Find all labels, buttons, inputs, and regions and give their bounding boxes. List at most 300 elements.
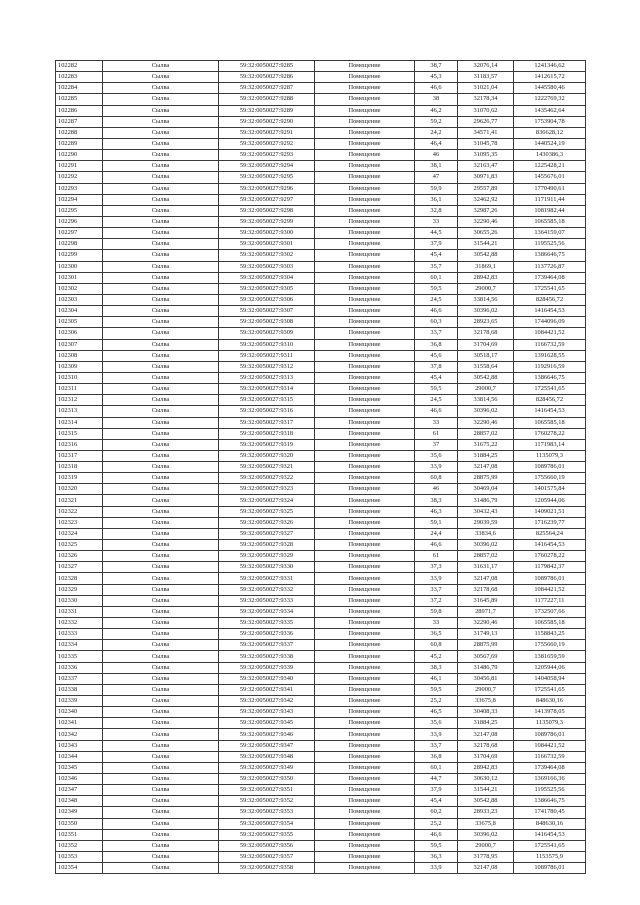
locality-cell: Сылва [103,61,219,72]
area-cell: 46,3 [415,506,458,517]
cadastral-number-cell: 59:32:0050027:9340 [219,673,315,684]
table-row [56,562,586,573]
table-body [56,61,586,874]
locality-cell: Сылва [103,239,219,250]
object-id-cell: 102299 [56,250,103,261]
table-row [56,762,586,773]
cadastral-number-cell: 59:32:0050027:9315 [219,395,315,406]
locality-cell: Сылва [103,384,219,395]
locality-cell: Сылва [103,651,219,662]
object-id-cell: 102320 [56,484,103,495]
cadastral-number-cell: 59:32:0050027:9341 [219,684,315,695]
cadastral-value-cell: 1412615,72 [514,72,586,83]
locality-cell: Сылва [103,540,219,551]
cadastral-value-cell: 1725541,65 [514,684,586,695]
table-row [56,339,586,350]
object-id-cell: 102314 [56,417,103,428]
table-row [56,640,586,651]
table-row [56,618,586,629]
specific-value-cell: 29626,77 [458,116,514,127]
locality-cell: Сылва [103,796,219,807]
object-type-cell: Помещение [315,774,415,785]
object-id-cell: 102350 [56,818,103,829]
cadastral-number-cell: 59:32:0050027:9330 [219,562,315,573]
cadastral-number-cell: 59:32:0050027:9291 [219,127,315,138]
object-id-cell: 102302 [56,283,103,294]
cadastral-number-cell: 59:32:0050027:9352 [219,796,315,807]
table-row [56,462,586,473]
object-type-cell: Помещение [315,216,415,227]
object-id-cell: 102342 [56,729,103,740]
cadastral-number-cell: 59:32:0050027:9327 [219,528,315,539]
table-row [56,172,586,183]
cadastral-value-cell: 1195525,56 [514,785,586,796]
object-type-cell: Помещение [315,261,415,272]
cadastral-number-cell: 59:32:0050027:9321 [219,462,315,473]
specific-value-cell: 31544,21 [458,239,514,250]
locality-cell: Сылва [103,228,219,239]
cadastral-value-cell: 1179842,37 [514,562,586,573]
area-cell: 24,5 [415,294,458,305]
cadastral-number-cell: 59:32:0050027:9334 [219,606,315,617]
cadastral-number-cell: 59:32:0050027:9326 [219,517,315,528]
cadastral-number-cell: 59:32:0050027:9343 [219,707,315,718]
object-type-cell: Помещение [315,250,415,261]
locality-cell: Сылва [103,528,219,539]
object-id-cell: 102326 [56,551,103,562]
cadastral-value-cell: 1435462,64 [514,105,586,116]
table-row [56,194,586,205]
area-cell: 37,9 [415,239,458,250]
cadastral-value-cell: 1739464,08 [514,272,586,283]
cadastral-number-cell: 59:32:0050027:9333 [219,595,315,606]
locality-cell: Сылва [103,205,219,216]
cadastral-number-cell: 59:32:0050027:9351 [219,785,315,796]
object-id-cell: 102287 [56,116,103,127]
specific-value-cell: 31778,95 [458,851,514,862]
specific-value-cell: 30542,88 [458,796,514,807]
cadastral-value-cell: 1386646,75 [514,372,586,383]
object-id-cell: 102297 [56,228,103,239]
table-row [56,138,586,149]
table-row [56,506,586,517]
table-row [56,606,586,617]
cadastral-value-cell: 1195525,56 [514,239,586,250]
table-row [56,116,586,127]
table-row [56,428,586,439]
cadastral-value-cell: 1065585,18 [514,417,586,428]
area-cell: 45,6 [415,350,458,361]
object-id-cell: 102334 [56,640,103,651]
locality-cell: Сылва [103,762,219,773]
object-type-cell: Помещение [315,94,415,105]
locality-cell: Сылва [103,495,219,506]
locality-cell: Сылва [103,851,219,862]
cadastral-number-cell: 59:32:0050027:9297 [219,194,315,205]
locality-cell: Сылва [103,194,219,205]
locality-cell: Сылва [103,662,219,673]
area-cell: 47 [415,172,458,183]
specific-value-cell: 31704,69 [458,751,514,762]
object-id-cell: 102292 [56,172,103,183]
cadastral-number-cell: 59:32:0050027:9335 [219,618,315,629]
table-row [56,372,586,383]
table-row [56,484,586,495]
specific-value-cell: 30542,88 [458,250,514,261]
area-cell: 44,7 [415,774,458,785]
specific-value-cell: 32147,08 [458,462,514,473]
specific-value-cell: 28923,65 [458,317,514,328]
object-id-cell: 102295 [56,205,103,216]
cadastral-number-cell: 59:32:0050027:9316 [219,406,315,417]
object-id-cell: 102352 [56,840,103,851]
cadastral-number-cell: 59:32:0050027:9355 [219,829,315,840]
table-row [56,751,586,762]
object-type-cell: Помещение [315,785,415,796]
object-type-cell: Помещение [315,350,415,361]
object-type-cell: Помещение [315,272,415,283]
area-cell: 59,5 [415,384,458,395]
object-id-cell: 102343 [56,740,103,751]
locality-cell: Сылва [103,439,219,450]
object-type-cell: Помещение [315,439,415,450]
specific-value-cell: 31749,13 [458,629,514,640]
cadastral-value-cell: 1065585,18 [514,216,586,227]
area-cell: 36,8 [415,751,458,762]
cadastral-value-cell: 1401575,84 [514,484,586,495]
locality-cell: Сылва [103,395,219,406]
object-type-cell: Помещение [315,863,415,874]
cadastral-number-cell: 59:32:0050027:9301 [219,239,315,250]
locality-cell: Сылва [103,361,219,372]
cadastral-number-cell: 59:32:0050027:9309 [219,328,315,339]
locality-cell: Сылва [103,105,219,116]
specific-value-cell: 33675,8 [458,696,514,707]
specific-value-cell: 32178,68 [458,584,514,595]
object-id-cell: 102315 [56,428,103,439]
cadastral-number-cell: 59:32:0050027:9310 [219,339,315,350]
table-row [56,250,586,261]
object-id-cell: 102330 [56,595,103,606]
cadastral-value-cell: 1725541,65 [514,840,586,851]
cadastral-value-cell: 1089786,01 [514,863,586,874]
area-cell: 45,2 [415,651,458,662]
area-cell: 33 [415,417,458,428]
table-row [56,417,586,428]
locality-cell: Сылва [103,818,219,829]
cadastral-number-cell: 59:32:0050027:9353 [219,807,315,818]
object-id-cell: 102316 [56,439,103,450]
object-type-cell: Помещение [315,127,415,138]
locality-cell: Сылва [103,116,219,127]
object-id-cell: 102309 [56,361,103,372]
object-type-cell: Помещение [315,428,415,439]
specific-value-cell: 34571,41 [458,127,514,138]
object-id-cell: 102301 [56,272,103,283]
table-row [56,495,586,506]
cadastral-number-cell: 59:32:0050027:9311 [219,350,315,361]
cadastral-number-cell: 59:32:0050027:9288 [219,94,315,105]
cadastral-number-cell: 59:32:0050027:9306 [219,294,315,305]
area-cell: 38,7 [415,61,458,72]
object-type-cell: Помещение [315,751,415,762]
cadastral-value-cell: 1137726,87 [514,261,586,272]
area-cell: 37,2 [415,595,458,606]
object-type-cell: Помещение [315,595,415,606]
table-row [56,450,586,461]
area-cell: 60,3 [415,317,458,328]
area-cell: 59,9 [415,183,458,194]
cadastral-value-cell: 1413978,05 [514,707,586,718]
area-cell: 59,1 [415,517,458,528]
table-row [56,127,586,138]
locality-cell: Сылва [103,774,219,785]
specific-value-cell: 32147,08 [458,729,514,740]
locality-cell: Сылва [103,450,219,461]
area-cell: 45,4 [415,372,458,383]
object-type-cell: Помещение [315,517,415,528]
cadastral-value-cell: 1391628,55 [514,350,586,361]
cadastral-number-cell: 59:32:0050027:9332 [219,584,315,595]
object-id-cell: 102313 [56,406,103,417]
area-cell: 37 [415,439,458,450]
locality-cell: Сылва [103,595,219,606]
specific-value-cell: 32290,46 [458,417,514,428]
cadastral-number-cell: 59:32:0050027:9307 [219,306,315,317]
cadastral-value-cell: 1084421,52 [514,584,586,595]
cadastral-number-cell: 59:32:0050027:9345 [219,718,315,729]
table-row [56,651,586,662]
cadastral-number-cell: 59:32:0050027:9329 [219,551,315,562]
cadastral-value-cell: 1081982,44 [514,205,586,216]
table-row [56,684,586,695]
locality-cell: Сылва [103,350,219,361]
table-row [56,150,586,161]
table-row [56,807,586,818]
object-type-cell: Помещение [315,684,415,695]
specific-value-cell: 28942,83 [458,762,514,773]
specific-value-cell: 30567,69 [458,651,514,662]
cadastral-value-cell: 828456,72 [514,294,586,305]
specific-value-cell: 31704,69 [458,339,514,350]
cadastral-value-cell: 1455676,01 [514,172,586,183]
area-cell: 36,5 [415,629,458,640]
specific-value-cell: 32147,08 [458,573,514,584]
object-id-cell: 102303 [56,294,103,305]
area-cell: 59,5 [415,283,458,294]
cadastral-value-cell: 1770490,61 [514,183,586,194]
cadastral-number-cell: 59:32:0050027:9328 [219,540,315,551]
area-cell: 38,3 [415,495,458,506]
object-type-cell: Помещение [315,406,415,417]
locality-cell: Сылва [103,684,219,695]
specific-value-cell: 32076,14 [458,61,514,72]
object-id-cell: 102331 [56,606,103,617]
locality-cell: Сылва [103,629,219,640]
area-cell: 24,5 [415,395,458,406]
area-cell: 46,2 [415,105,458,116]
specific-value-cell: 30469,04 [458,484,514,495]
cadastral-value-cell: 1725541,65 [514,283,586,294]
object-id-cell: 102300 [56,261,103,272]
locality-cell: Сылва [103,161,219,172]
table-row [56,517,586,528]
area-cell: 60,8 [415,473,458,484]
area-cell: 60,1 [415,762,458,773]
locality-cell: Сылва [103,785,219,796]
object-id-cell: 102288 [56,127,103,138]
object-type-cell: Помещение [315,61,415,72]
specific-value-cell: 31884,25 [458,450,514,461]
specific-value-cell: 30971,83 [458,172,514,183]
specific-value-cell: 28875,99 [458,640,514,651]
table-row [56,384,586,395]
cadastral-value-cell: 1725541,65 [514,384,586,395]
cadastral-number-cell: 59:32:0050027:9300 [219,228,315,239]
area-cell: 36,8 [415,339,458,350]
object-id-cell: 102312 [56,395,103,406]
locality-cell: Сылва [103,863,219,874]
locality-cell: Сылва [103,696,219,707]
cadastral-value-cell: 1171911,44 [514,194,586,205]
cadastral-value-cell: 848630,16 [514,696,586,707]
specific-value-cell: 31869,1 [458,261,514,272]
object-type-cell: Помещение [315,584,415,595]
table-row [56,473,586,484]
area-cell: 60,8 [415,640,458,651]
specific-value-cell: 28857,02 [458,428,514,439]
object-id-cell: 102321 [56,495,103,506]
specific-value-cell: 33814,56 [458,294,514,305]
object-id-cell: 102325 [56,540,103,551]
specific-value-cell: 32178,68 [458,740,514,751]
object-type-cell: Помещение [315,372,415,383]
table-row [56,740,586,751]
cadastral-number-cell: 59:32:0050027:9346 [219,729,315,740]
object-type-cell: Помещение [315,172,415,183]
area-cell: 37,8 [415,361,458,372]
cadastral-value-cell: 1225428,21 [514,161,586,172]
area-cell: 59,5 [415,684,458,695]
object-type-cell: Помещение [315,651,415,662]
locality-cell: Сылва [103,138,219,149]
specific-value-cell: 30396,02 [458,540,514,551]
cadastral-value-cell: 1222769,32 [514,94,586,105]
object-id-cell: 102307 [56,339,103,350]
cadastral-value-cell: 1084421,52 [514,328,586,339]
cadastral-value-cell: 836628,12 [514,127,586,138]
cadastral-value-cell: 1732507,66 [514,606,586,617]
object-type-cell: Помещение [315,829,415,840]
object-id-cell: 102283 [56,72,103,83]
locality-cell: Сылва [103,618,219,629]
table-row [56,94,586,105]
area-cell: 38,1 [415,161,458,172]
area-cell: 37,3 [415,562,458,573]
specific-value-cell: 32290,46 [458,216,514,227]
object-id-cell: 102286 [56,105,103,116]
object-id-cell: 102289 [56,138,103,149]
table-row [56,595,586,606]
area-cell: 24,4 [415,528,458,539]
object-type-cell: Помещение [315,495,415,506]
specific-value-cell: 31486,79 [458,495,514,506]
cadastral-number-cell: 59:32:0050027:9289 [219,105,315,116]
locality-cell: Сылва [103,261,219,272]
specific-value-cell: 30432,43 [458,506,514,517]
specific-value-cell: 31045,78 [458,138,514,149]
table-row [56,673,586,684]
area-cell: 60,1 [415,272,458,283]
object-id-cell: 102346 [56,774,103,785]
cadastral-number-cell: 59:32:0050027:9356 [219,840,315,851]
cadastral-value-cell: 825564,24 [514,528,586,539]
specific-value-cell: 32163,47 [458,161,514,172]
cadastral-value-cell: 1381659,59 [514,651,586,662]
object-id-cell: 102319 [56,473,103,484]
specific-value-cell: 30396,02 [458,829,514,840]
object-id-cell: 102337 [56,673,103,684]
cadastral-value-cell: 1430386,3 [514,150,586,161]
specific-value-cell: 28857,02 [458,551,514,562]
cadastral-number-cell: 59:32:0050027:9296 [219,183,315,194]
object-type-cell: Помещение [315,228,415,239]
cadastral-number-cell: 59:32:0050027:9290 [219,116,315,127]
object-id-cell: 102338 [56,684,103,695]
cadastral-value-cell: 828456,72 [514,395,586,406]
object-type-cell: Помещение [315,150,415,161]
object-type-cell: Помещение [315,450,415,461]
object-id-cell: 102335 [56,651,103,662]
cadastral-number-cell: 59:32:0050027:9325 [219,506,315,517]
cadastral-value-cell: 1386646,75 [514,796,586,807]
table-row [56,406,586,417]
object-type-cell: Помещение [315,606,415,617]
area-cell: 46,5 [415,707,458,718]
cadastral-value-cell: 1192916,59 [514,361,586,372]
object-type-cell: Помещение [315,294,415,305]
locality-cell: Сылва [103,339,219,350]
area-cell: 46 [415,484,458,495]
cadastral-number-cell: 59:32:0050027:9298 [219,205,315,216]
cadastral-value-cell: 1364159,07 [514,228,586,239]
object-type-cell: Помещение [315,562,415,573]
cadastral-value-cell: 1445580,46 [514,83,586,94]
cadastral-value-cell: 1135079,3 [514,450,586,461]
table-row [56,551,586,562]
cadastral-value-cell: 1084421,52 [514,740,586,751]
locality-cell: Сылва [103,306,219,317]
cadastral-number-cell: 59:32:0050027:9338 [219,651,315,662]
table-row [56,696,586,707]
locality-cell: Сылва [103,317,219,328]
area-cell: 38,3 [415,662,458,673]
specific-value-cell: 31183,57 [458,72,514,83]
object-type-cell: Помещение [315,740,415,751]
object-id-cell: 102353 [56,851,103,862]
locality-cell: Сылва [103,127,219,138]
locality-cell: Сылва [103,72,219,83]
locality-cell: Сылва [103,250,219,261]
cadastral-value-cell: 1166732,59 [514,339,586,350]
cadastral-value-cell: 1166732,59 [514,751,586,762]
locality-cell: Сылва [103,807,219,818]
specific-value-cell: 30542,88 [458,372,514,383]
table-row [56,540,586,551]
table-row [56,239,586,250]
cadastral-number-cell: 59:32:0050027:9348 [219,751,315,762]
cadastral-number-cell: 59:32:0050027:9314 [219,384,315,395]
